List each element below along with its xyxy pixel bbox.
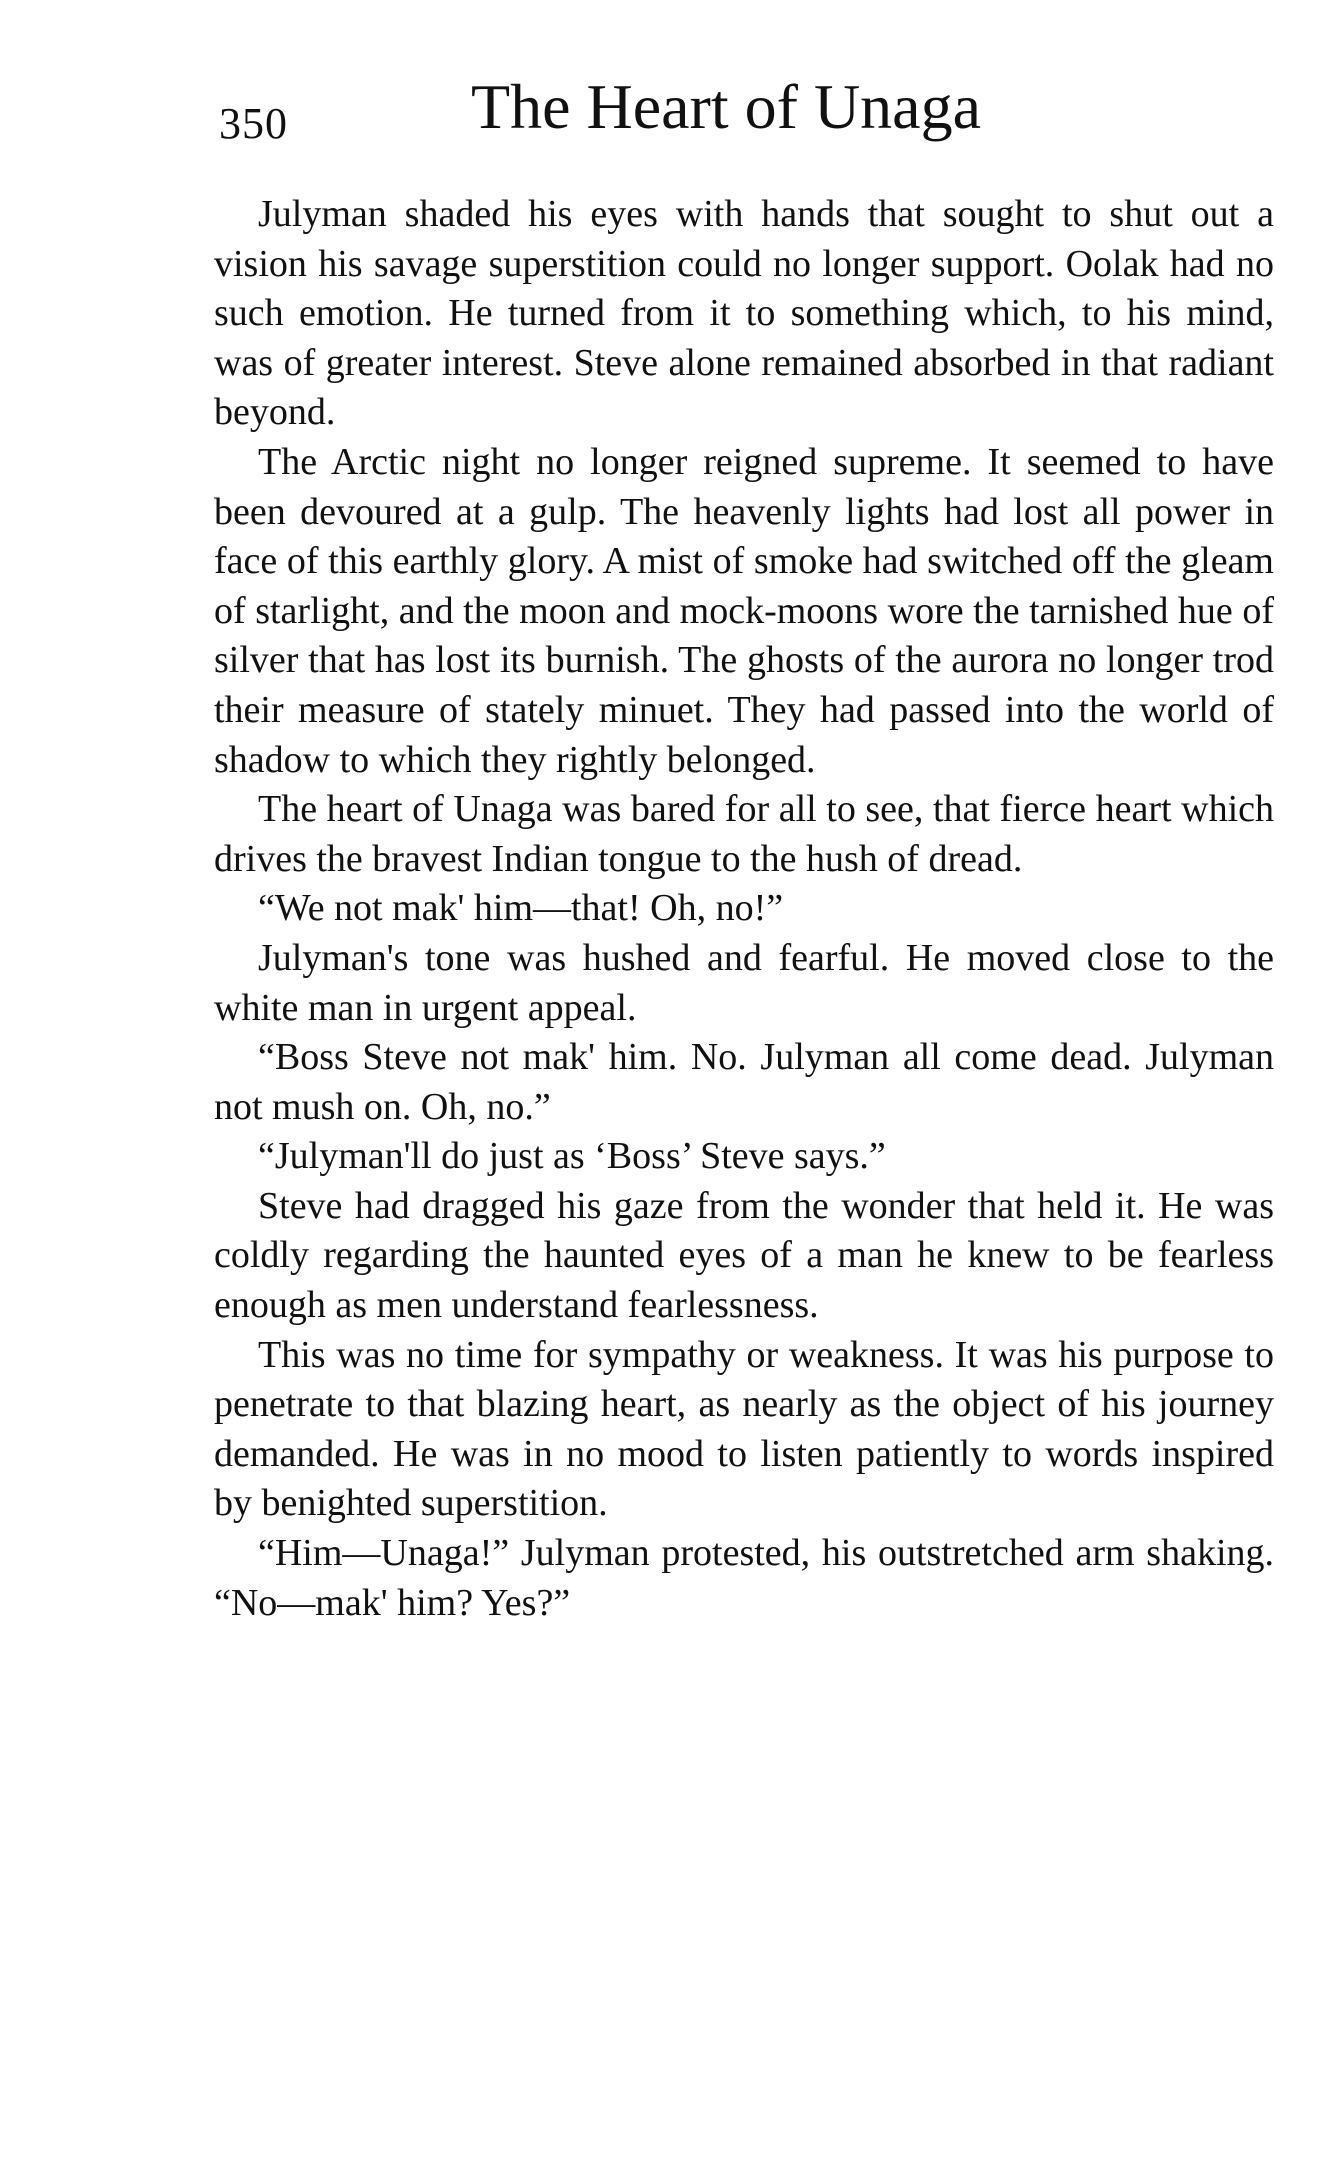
paragraph-9: This was no time for sympathy or weakness. It was his purpose to penetrate to that blazing heart, as nearly as the object of his journey demanded. He was in no mood to listen patiently to words inspired by benighted superstition. [214, 1333, 1274, 1525]
paragraph-2: The Arctic night no longer reigned supreme. It seemed to have been devoured at a gulp. The heavenly lights had lost all power in face of this earthly glory. A mist of smoke had switched off the gleam of starlight, and the moon and mock-moons wore the tarnished hue of silver that has lost its burnish. The ghosts of the aurora no longer trod their measure of stately minuet. They had passed into the world of shadow to which they rightly belonged. [214, 440, 1274, 781]
paragraph-8: Steve had dragged his gaze from the wonder that held it. He was coldly regarding the haunted eyes of a man he knew to be fearless enough as men understand fearlessness. [214, 1184, 1274, 1327]
paragraph-7: “Julyman'll do just as ‘Boss’ Steve says.” [258, 1135, 886, 1178]
paragraph-4: “We not mak' him—that! Oh, no!” [258, 887, 784, 930]
paragraph-6: “Boss Steve not mak' him. No. Julyman all come dead. Julyman not mush on. Oh, no.” [214, 1036, 1274, 1128]
body-text [214, 190, 1274, 1628]
running-title: The Heart of Unaga [471, 71, 981, 142]
paragraph-3: The heart of Unaga was bared for all to see, that fierce heart which drives the bravest Indian tongue to the hush of dread. [214, 788, 1274, 880]
paragraph-10: “Him—Unaga!” Julyman protested, his outstretched arm shaking. “No—mak' him? Yes?” [214, 1532, 1274, 1624]
page-header [219, 70, 1279, 160]
page-number: 350 [219, 99, 288, 148]
paragraph-1: Julyman shaded his eyes with hands that sought to shut out a vision his savage superstition could no longer support. Oolak had no such emotion. He turned from it to something which, to his mind, was of greater interest. Steve alone remained absorbed in that radiant beyond. [214, 193, 1274, 434]
paragraph-5: Julyman's tone was hushed and fearful. He moved close to the white man in urgent appeal. [214, 936, 1274, 1029]
